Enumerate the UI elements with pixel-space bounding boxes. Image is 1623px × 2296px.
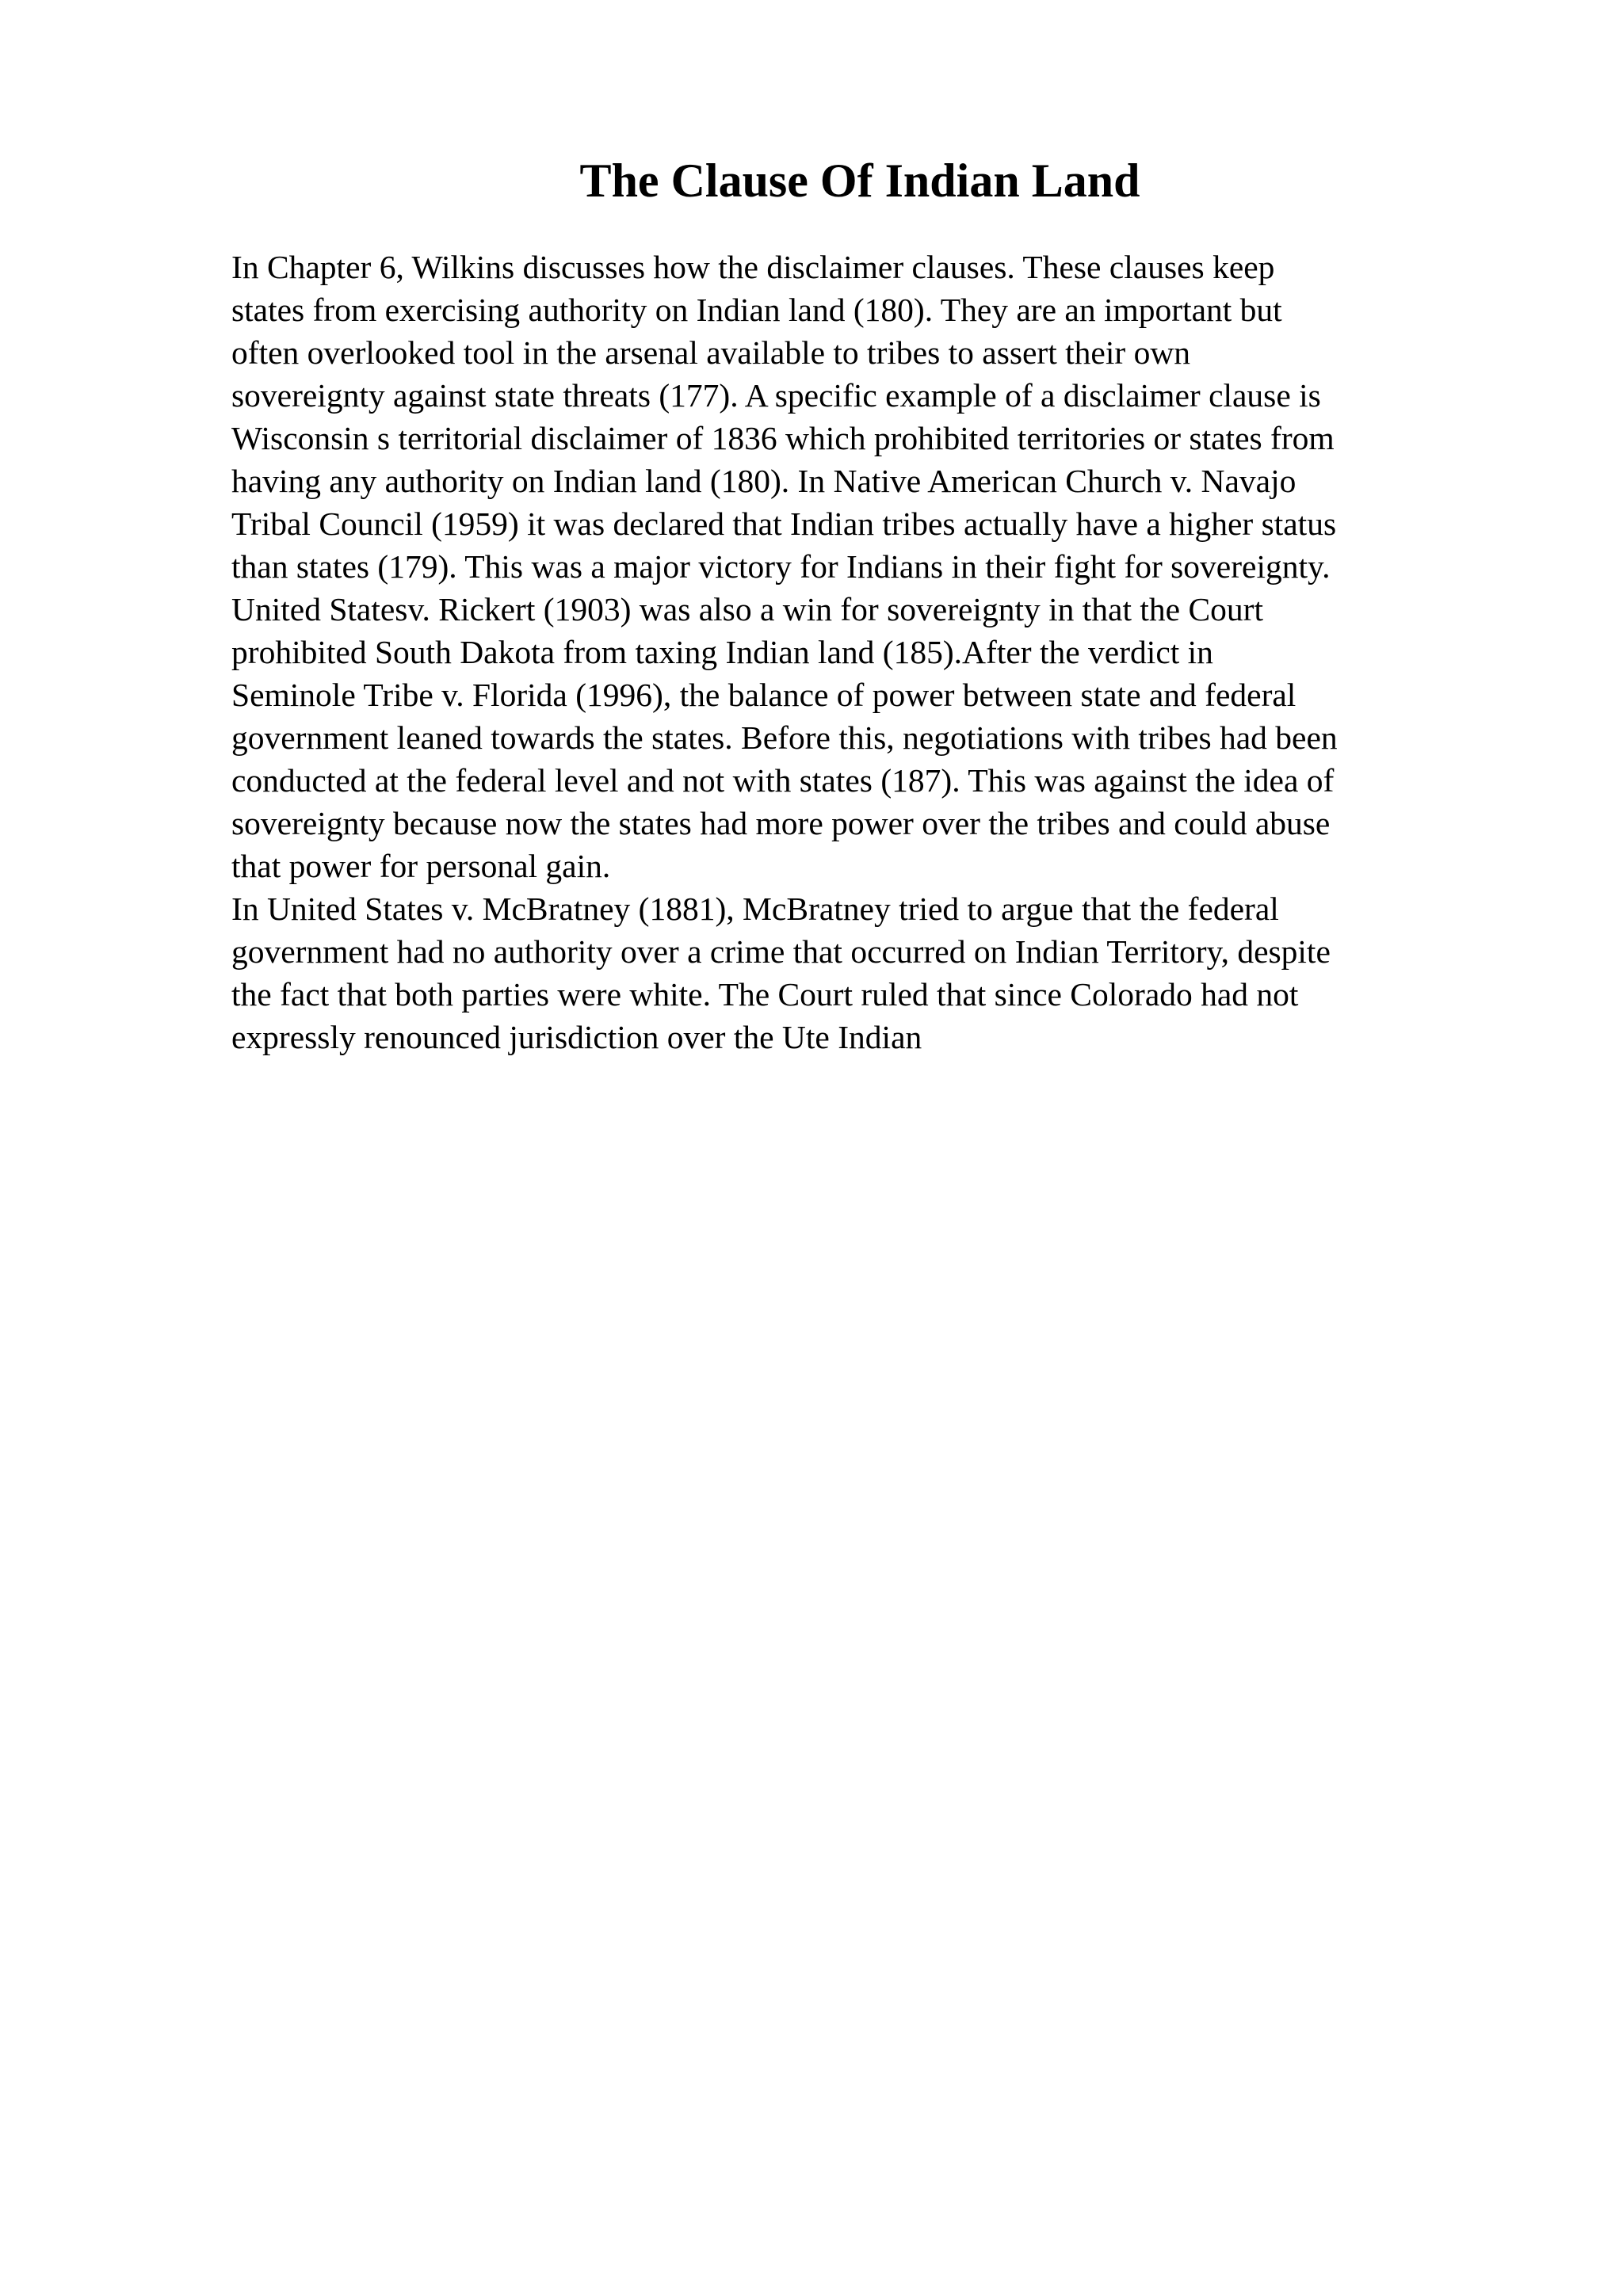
body-line: having any authority on Indian land (180). In Native American Church v. Navajo	[231, 463, 1296, 499]
body-line: than states (179). This was a major victory for Indians in their fight for sovereignty.	[231, 548, 1331, 585]
document-body	[231, 246, 1499, 1058]
body-line: sovereignty because now the states had more power over the tribes and could abuse	[231, 805, 1331, 841]
body-line: In Chapter 6, Wilkins discusses how the disclaimer clauses. These clauses keep	[231, 249, 1275, 285]
body-line: government leaned towards the states. Before this, negotiations with tribes had been	[231, 719, 1338, 756]
body-line: prohibited South Dakota from taxing Indian land (185).After the verdict in	[231, 634, 1213, 670]
body-line: often overlooked tool in the arsenal available to tribes to assert their own	[231, 334, 1191, 371]
body-line: government had no authority over a crime that occurred on Indian Territory, despite	[231, 933, 1331, 970]
document-title: The Clause Of Indian Land	[579, 154, 1140, 207]
body-line: In United States v. McBratney (1881), McBratney tried to argue that the federal	[231, 891, 1279, 927]
body-line: Seminole Tribe v. Florida (1996), the balance of power between state and federal	[231, 677, 1296, 713]
body-line: the fact that both parties were white. The Court ruled that since Colorado had not	[231, 976, 1299, 1013]
body-line: that power for personal gain.	[231, 848, 611, 884]
body-line: United Statesv. Rickert (1903) was also a win for sovereignty in that the Court	[231, 591, 1263, 627]
body-line: conducted at the federal level and not with states (187). This was against the idea of	[231, 762, 1335, 799]
body-line: states from exercising authority on Indian land (180). They are an important but	[231, 292, 1282, 328]
body-line: sovereignty against state threats (177). A specific example of a disclaimer clause is	[231, 377, 1321, 414]
body-line: Wisconsin s territorial disclaimer of 1836 which prohibited territories or states from	[231, 420, 1335, 456]
body-line: expressly renounced jurisdiction over the Ute Indian	[231, 1019, 922, 1055]
body-line: Tribal Council (1959) it was declared that Indian tribes actually have a higher status	[231, 505, 1337, 542]
